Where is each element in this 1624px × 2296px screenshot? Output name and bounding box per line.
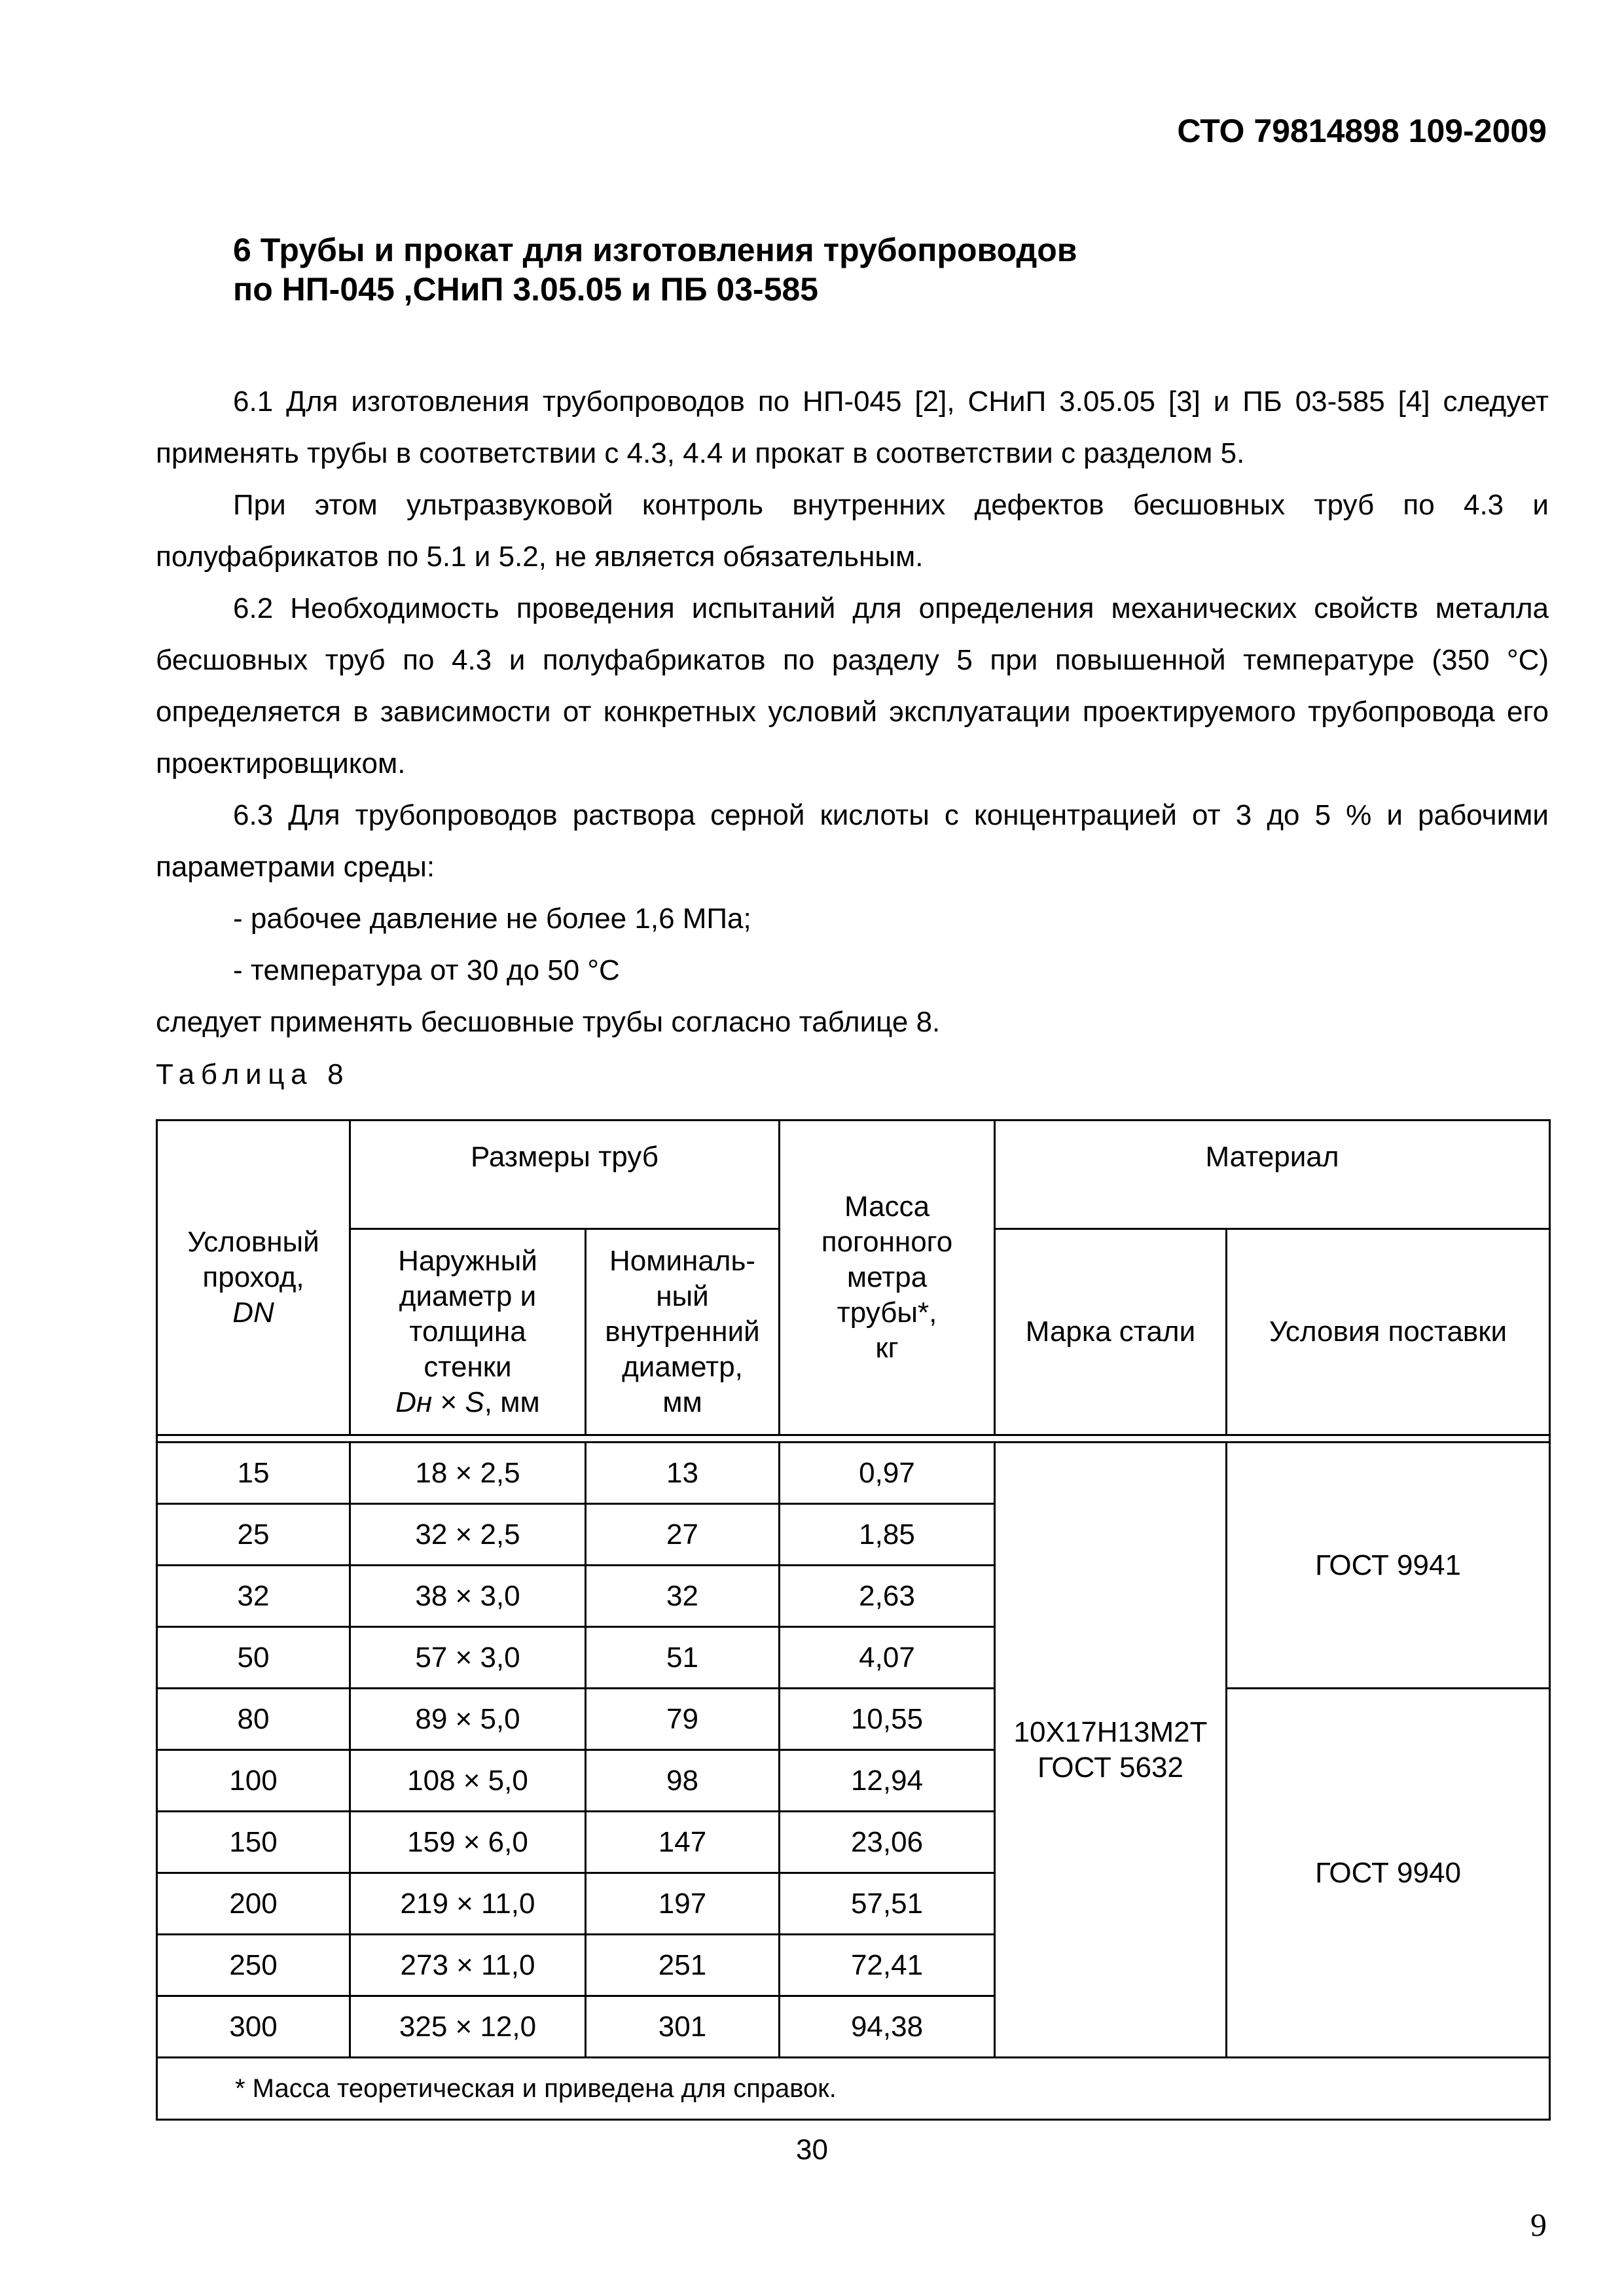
header-mass-line-3: метра bbox=[846, 1261, 928, 1293]
cell-inner: 98 bbox=[586, 1750, 780, 1812]
header-mass-line-4: трубы*, bbox=[837, 1297, 937, 1329]
header-outer-line-5 bbox=[356, 1385, 579, 1420]
header-inner-line-3: внутренний bbox=[605, 1316, 760, 1348]
header-outer-diameter bbox=[350, 1229, 586, 1435]
cell-size: 57 × 3,0 bbox=[350, 1627, 586, 1689]
cell-mass: 2,63 bbox=[780, 1566, 995, 1627]
body-text bbox=[156, 376, 1549, 1102]
header-mass-line-1: Масса bbox=[844, 1191, 930, 1223]
cell-size: 273 × 11,0 bbox=[350, 1935, 586, 1996]
cell-dn: 25 bbox=[157, 1504, 350, 1566]
cell-dn: 15 bbox=[157, 1443, 350, 1504]
header-dn-symbol: DN bbox=[232, 1297, 274, 1329]
cell-inner: 147 bbox=[586, 1812, 780, 1873]
cell-dn: 300 bbox=[157, 1996, 350, 2058]
header-outer-line-4: стенки bbox=[424, 1351, 512, 1383]
cell-mass: 57,51 bbox=[780, 1873, 995, 1935]
cell-mass: 1,85 bbox=[780, 1504, 995, 1566]
cell-inner: 251 bbox=[586, 1935, 780, 1996]
cell-size: 89 × 5,0 bbox=[350, 1689, 586, 1750]
paragraph-6-3: 6.3 Для трубопроводов раствора серной кислоты с концентрацией от 3 до 5 % и рабочими параметрами среды: bbox=[156, 799, 1549, 883]
steel-grade-line-2: ГОСТ 5632 bbox=[1038, 1751, 1183, 1784]
cell-dn: 100 bbox=[157, 1750, 350, 1812]
cell-dn: 250 bbox=[157, 1935, 350, 1996]
header-material: Материал bbox=[995, 1121, 1550, 1229]
header-pipe-sizes: Размеры труб bbox=[350, 1121, 780, 1229]
cell-mass: 94,38 bbox=[780, 1996, 995, 2058]
header-mass-line-5: кг bbox=[875, 1332, 899, 1364]
header-mass bbox=[780, 1121, 995, 1435]
section-title-line-1: 6 Трубы и прокат для изготовления трубопроводов bbox=[233, 232, 1077, 268]
cell-mass: 10,55 bbox=[780, 1689, 995, 1750]
cell-dn: 200 bbox=[157, 1873, 350, 1935]
cell-inner: 27 bbox=[586, 1504, 780, 1566]
header-outer-line-3: толщина bbox=[409, 1316, 526, 1348]
cell-mass: 0,97 bbox=[780, 1443, 995, 1504]
paragraph-use-seamless: следует применять бесшовные трубы согласно таблице 8. bbox=[156, 1006, 941, 1038]
header-dn-line-2: проход, bbox=[202, 1261, 304, 1293]
document-code: СТО 79814898 109-2009 bbox=[1177, 113, 1547, 149]
page-number: 30 bbox=[796, 2134, 828, 2166]
header-dn-line-1: Условный bbox=[187, 1226, 319, 1258]
cell-delivery-2: ГОСТ 9940 bbox=[1227, 1689, 1550, 2058]
header-outer-unit: , мм bbox=[484, 1386, 540, 1418]
table-footnote: * Масса теоретическая и приведена для справок. bbox=[157, 2058, 1550, 2120]
header-nominal-bore bbox=[157, 1121, 350, 1435]
cell-size: 18 × 2,5 bbox=[350, 1443, 586, 1504]
section-title-line-2: по НП-045 ,СНиП 3.05.05 и ПБ 03-585 bbox=[233, 271, 819, 308]
cell-inner: 301 bbox=[586, 1996, 780, 2058]
cell-mass: 23,06 bbox=[780, 1812, 995, 1873]
list-item-temperature: - температура от 30 до 50 °С bbox=[233, 954, 620, 986]
cell-size: 159 × 6,0 bbox=[350, 1812, 586, 1873]
cell-mass: 12,94 bbox=[780, 1750, 995, 1812]
header-steel-grade: Марка стали bbox=[995, 1229, 1227, 1435]
header-separator bbox=[157, 1435, 1550, 1443]
paragraph-6-1: 6.1 Для изготовления трубопроводов по НП-045 [2], СНиП 3.05.05 [3] и ПБ 03-585 [4] следует применять трубы в соответствии с 4.3, 4.4 и прокат в соответствии с разделом 5. bbox=[156, 386, 1549, 469]
header-inner-line-5: мм bbox=[662, 1386, 702, 1418]
cell-mass: 72,41 bbox=[780, 1935, 995, 1996]
list-item-pressure: - рабочее давление не более 1,6 МПа; bbox=[233, 903, 751, 935]
cell-inner: 79 bbox=[586, 1689, 780, 1750]
header-inner-line-2: ный bbox=[656, 1280, 709, 1312]
header-delivery-conditions: Условия поставки bbox=[1227, 1229, 1550, 1435]
cell-inner: 13 bbox=[586, 1443, 780, 1504]
header-inner-diameter bbox=[586, 1229, 780, 1435]
header-mass-line-2: погонного bbox=[821, 1226, 953, 1258]
cell-dn: 150 bbox=[157, 1812, 350, 1873]
cell-mass: 4,07 bbox=[780, 1627, 995, 1689]
cell-size: 325 × 12,0 bbox=[350, 1996, 586, 2058]
steel-grade-line-1: 10Х17Н13М2Т bbox=[1013, 1715, 1208, 1748]
table-row bbox=[157, 1689, 1550, 1750]
header-inner-line-1: Номиналь- bbox=[609, 1245, 756, 1277]
header-inner-line-4: диаметр, bbox=[622, 1351, 743, 1383]
cell-inner: 32 bbox=[586, 1566, 780, 1627]
cell-dn: 50 bbox=[157, 1627, 350, 1689]
header-outer-symbol-s: S bbox=[465, 1386, 484, 1418]
pipe-table bbox=[156, 1119, 1551, 2121]
paragraph-6-2: 6.2 Необходимость проведения испытаний для определения механических свойств металла бесшовных труб по 4.3 и полуфабрикатов по разделу 5 при повышенной температуре (350 °С) определяется в зависимости от конкретных условий эксплуатации проектируемого трубопровода его проектировщиком. bbox=[156, 592, 1549, 780]
cell-size: 108 × 5,0 bbox=[350, 1750, 586, 1812]
sheet-number: 9 bbox=[1530, 2206, 1547, 2243]
header-outer-line-1: Наружный bbox=[398, 1245, 537, 1277]
cell-dn: 80 bbox=[157, 1689, 350, 1750]
table-caption: Таблица 8 bbox=[156, 1058, 350, 1090]
cell-size: 219 × 11,0 bbox=[350, 1873, 586, 1935]
table-row bbox=[157, 1443, 1550, 1504]
cell-delivery-1: ГОСТ 9941 bbox=[1227, 1443, 1550, 1689]
header-outer-times: × bbox=[440, 1386, 458, 1418]
cell-size: 32 × 2,5 bbox=[350, 1504, 586, 1566]
header-outer-symbol-d: Dн bbox=[395, 1386, 433, 1418]
section-title bbox=[233, 230, 1477, 309]
cell-inner: 51 bbox=[586, 1627, 780, 1689]
cell-size: 38 × 3,0 bbox=[350, 1566, 586, 1627]
cell-inner: 197 bbox=[586, 1873, 780, 1935]
cell-dn: 32 bbox=[157, 1566, 350, 1627]
header-outer-line-2: диаметр и bbox=[399, 1280, 537, 1312]
cell-steel-grade bbox=[995, 1443, 1227, 2058]
paragraph-ultrasonic: При этом ультразвуковой контроль внутренних дефектов бесшовных труб по 4.3 и полуфабрикатов по 5.1 и 5.2, не является обязательным. bbox=[156, 489, 1549, 573]
